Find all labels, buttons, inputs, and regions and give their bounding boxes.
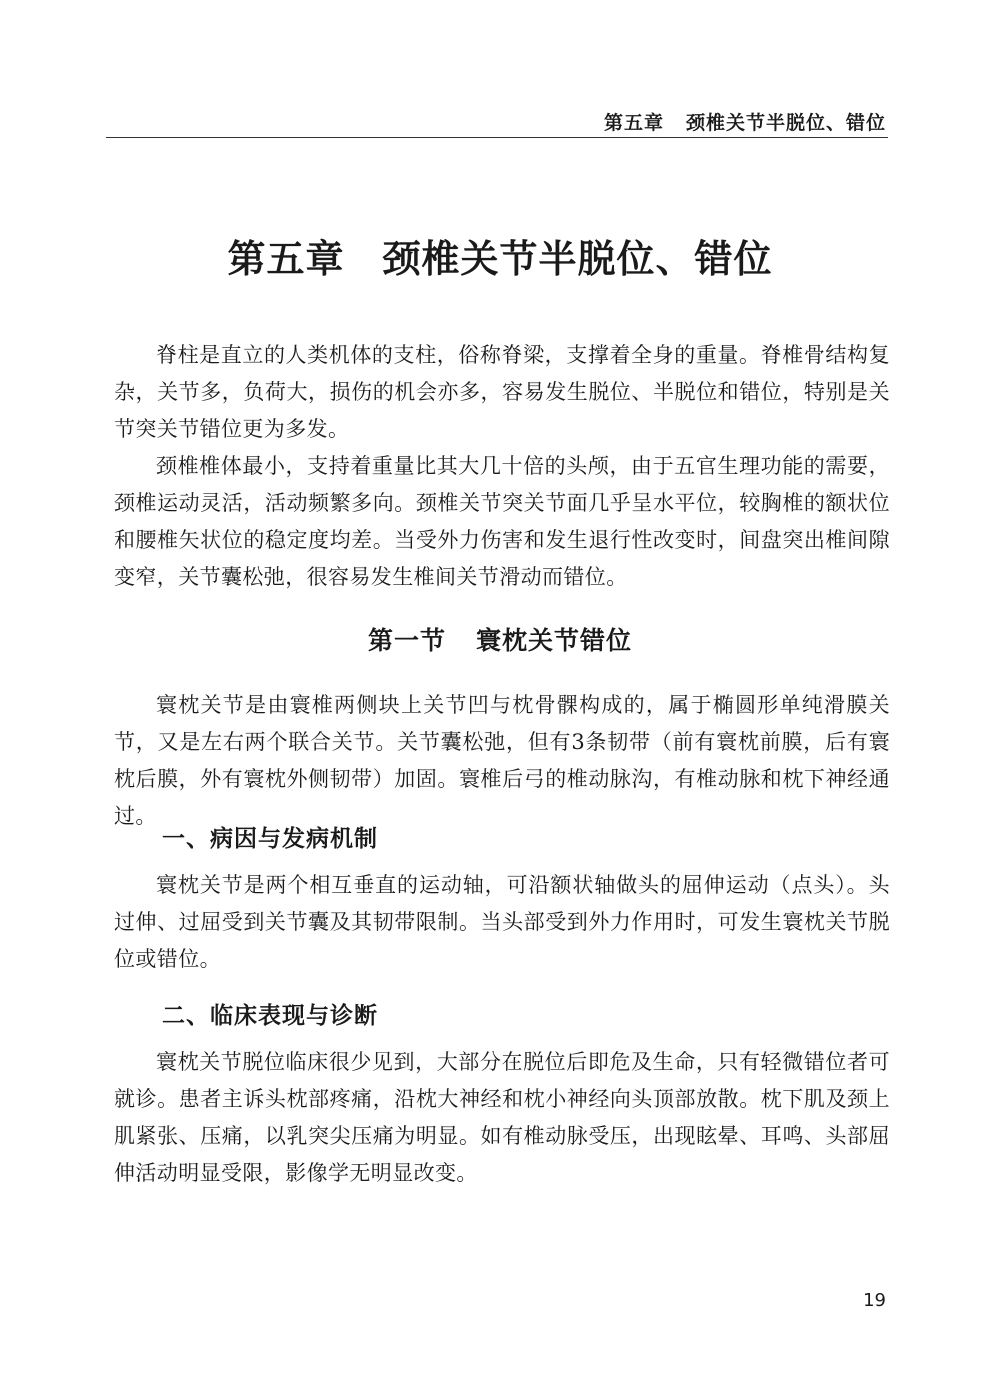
chapter-title — [0, 228, 1000, 283]
header-rule — [106, 137, 888, 138]
section-intro-paragraph: 寰枕关节是由寰椎两侧块上关节凹与枕骨髁构成的，属于椭圆形单纯滑膜关节，又是左右两个联合关节。关节囊松弛，但有3条韧带（前有寰枕前膜，后有寰枕后膜，外有寰枕外侧韧带）加固。寰椎后弓的椎动脉沟，有椎动脉和枕下神经通过。 — [114, 693, 890, 828]
subsection-2-block — [114, 1044, 890, 1192]
intro-paragraph-2: 颈椎椎体最小，支持着重量比其大几十倍的头颅，由于五官生理功能的需要，颈椎运动灵活，活动频繁多向。颈椎关节突关节面几乎呈水平位，较胸椎的额状位和腰椎矢状位的稳定度均差。当受外力伤害和发生退行性改变时，间盘突出椎间隙变窄，关节囊松弛，很容易发生椎间关节滑动而错位。 — [114, 454, 890, 589]
page-number: 19 — [863, 1290, 886, 1311]
chapter-label: 第五章 — [227, 236, 345, 281]
intro-paragraph-1: 脊柱是直立的人类机体的支柱，俗称脊梁，支撑着全身的重量。脊椎骨结构复杂，关节多，负荷大，损伤的机会亦多，容易发生脱位、半脱位和错位，特别是关节突关节错位更为多发。 — [114, 343, 890, 441]
subsection-1-block — [114, 867, 890, 978]
subsection-1-paragraph: 寰枕关节是两个相互垂直的运动轴，可沿额状轴做头的屈伸运动（点头）。头过伸、过屈受到关节囊及其韧带限制。当头部受到外力作用时，可发生寰枕关节脱位或错位。 — [114, 873, 890, 971]
intro-block — [114, 337, 890, 596]
section-title — [0, 621, 1000, 657]
section-title-text: 寰枕关节错位 — [476, 626, 633, 655]
subsection-title-2: 二、临床表现与诊断 — [162, 1003, 378, 1029]
running-header-chapter: 第五章 — [603, 112, 664, 134]
subsection-2-paragraph: 寰枕关节脱位临床很少见到，大部分在脱位后即危及生命，只有轻微错位者可就诊。患者主诉头枕部疼痛，沿枕大神经和枕小神经向头顶部放散。枕下肌及颈上肌紧张、压痛，以乳突尖压痛为明显。如有椎动脉受压，出现眩晕、耳鸣、头部屈伸活动明显受限，影像学无明显改变。 — [114, 1050, 890, 1185]
section-label: 第一节 — [367, 626, 446, 655]
chapter-title-text: 颈椎关节半脱位、错位 — [382, 236, 773, 281]
running-header-title: 颈椎关节半脱位、错位 — [685, 112, 886, 134]
subsection-title-1: 一、病因与发病机制 — [162, 826, 378, 852]
section-intro-block — [114, 687, 890, 835]
running-header — [604, 108, 886, 135]
